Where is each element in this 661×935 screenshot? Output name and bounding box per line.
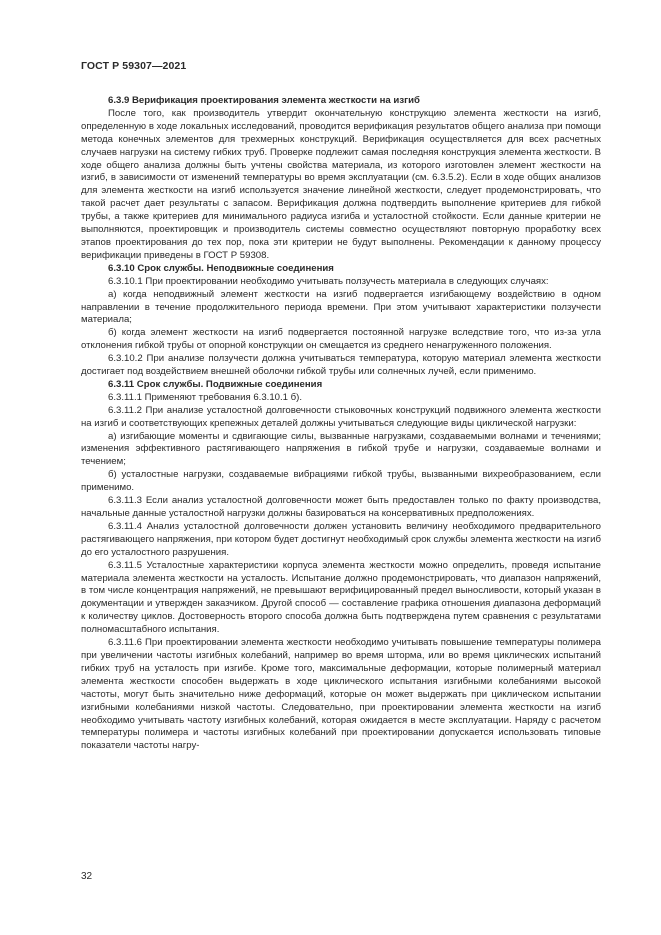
list-item: а) когда неподвижный элемент жесткости на изгиб подвергается изгибающему воздействию в одном направлении в течение продолжительного периода времени. При этом учитывают характеристики ползучести материала; <box>81 288 601 326</box>
section-heading-6-3-9: 6.3.9 Верификация проектирования элемента жесткости на изгиб <box>108 95 420 106</box>
paragraph: После того, как производитель утвердит окончательную конструкцию элемента жесткости на изгиб, определенную в ходе локальных исследований, проводится верификация результатов общего анализа при помощи метода конечных элементов для трехмерных конструкций. Верификация осуществляется для всех расчетных случаев нагрузки на систему гибких труб. Проверке подлежит самая последняя конструкция элемента жесткости. В ходе общего анализа должны быть учтены свойства материала, из которого изготовлен элемент жесткости на изгиб, в зависимости от изменений температуры во время эксплуатации (см. 6.3.5.2). Если в ходе общих анализов для элемента жесткости на изгиб используется значение линейной жесткости, следует продемонстрировать, что такой расчет дает результаты с запасом. Верификация должна подтвердить выполнение критериев для гибкой трубы, а также критериев для минимального радиуса изгиба и усталостной стойкости. Если данные критерии не выполняются, проектировщик и производитель системы совместно осуществляют повторную проработку всех этапов проектирования до тех пор, пока эти критерии не будут выполнены. Рекомендации к данному процессу верификации приведены в ГОСТ Р 59308. <box>81 107 601 261</box>
list-item: а) изгибающие моменты и сдвигающие силы, вызванные нагрузками, создаваемыми волнами и течениями; изменения эффективного растягивающего напряжения в гибкой трубе и нагрузки, создаваемые волнами и течением; <box>81 430 601 468</box>
list-item: б) усталостные нагрузки, создаваемые вибрациями гибкой трубы, вызванными вихреобразованием, если применимо. <box>81 469 601 494</box>
page-number: 32 <box>81 871 93 882</box>
paragraph: 6.3.10.2 При анализе ползучести должна учитываться температура, которую материал элемента жесткости достигает под воздействием внешней оболочки гибкой трубы или солнечных лучей, если применимо. <box>81 353 601 378</box>
page-body <box>81 95 601 753</box>
list-item: б) когда элемент жесткости на изгиб подвергается постоянной нагрузке вследствие того, что из-за угла отклонения гибкой трубы от опорной конструкции он смещается из среднего ненагруженного положения. <box>81 327 601 352</box>
paragraph: 6.3.11.6 При проектировании элемента жесткости необходимо учитывать повышение температуры полимера при увеличении частоты изгибных колебаний, например во время шторма, или во время циклических испытаний гибких труб на усталость при изгибе. Кроме того, максимальные деформации, которые полимерный материал элемента жесткости способен выдержать в ходе циклического испытания изгибными колебаниями высокой частоты, могут быть значительно ниже деформаций, которые он может выдержать при циклическом испытании изгибными колебаниями низкой частоты. Следовательно, при проектировании элемента жесткости на изгиб необходимо учитывать частоту изгибных колебаний, которая ожидается в месте эксплуатации. Наряду с расчетом температуры полимера и частоты изгибных колебаний при проектировании допускается использовать типовые показатели частоты нагру- <box>81 637 601 752</box>
paragraph: 6.3.11.4 Анализ усталостной долговечности должен установить величину необходимого предварительного растягивающего напряжения, при котором будет достигнут необходимый срок службы элемента жесткости на изгиб до его усталостного разрушения. <box>81 520 601 558</box>
section-heading-6-3-10: 6.3.10 Срок службы. Неподвижные соединения <box>108 262 334 274</box>
section-heading-6-3-11: 6.3.11 Срок службы. Подвижные соединения <box>108 378 323 390</box>
paragraph: 6.3.11.1 Применяют требования 6.3.10.1 б). <box>108 391 303 403</box>
paragraph: 6.3.11.3 Если анализ усталостной долговечности может быть предоставлен только по факту производства, начальные данные усталостной нагрузки должны базироваться на консервативных предположениях. <box>81 495 601 519</box>
document-code-header: ГОСТ Р 59307—2021 <box>81 60 187 72</box>
paragraph: 6.3.10.1 При проектировании необходимо учитывать ползучесть материала в следующих случаях: <box>108 275 549 287</box>
paragraph: 6.3.11.5 Усталостные характеристики корпуса элемента жесткости можно определить, проведя испытание материала элемента жесткости на усталость. Испытание должно продемонстрировать, что диапазон напряжений, в том числе концентрация напряжений, не превышают верифицированный предел выносливости, который указан в документации и утвержден заказчиком. Другой способ — составление графика отношения диапазона деформаций к количеству циклов. Достоверность второго способа должна быть подтверждена путем сравнения с результатами полномасштабного испытания. <box>81 559 601 636</box>
paragraph: 6.3.11.2 При анализе усталостной долговечности стыковочных конструкций подвижного элемента жесткости на изгиб и соответствующих крепежных деталей должны учитываться следующие виды циклической нагрузки: <box>81 404 601 429</box>
